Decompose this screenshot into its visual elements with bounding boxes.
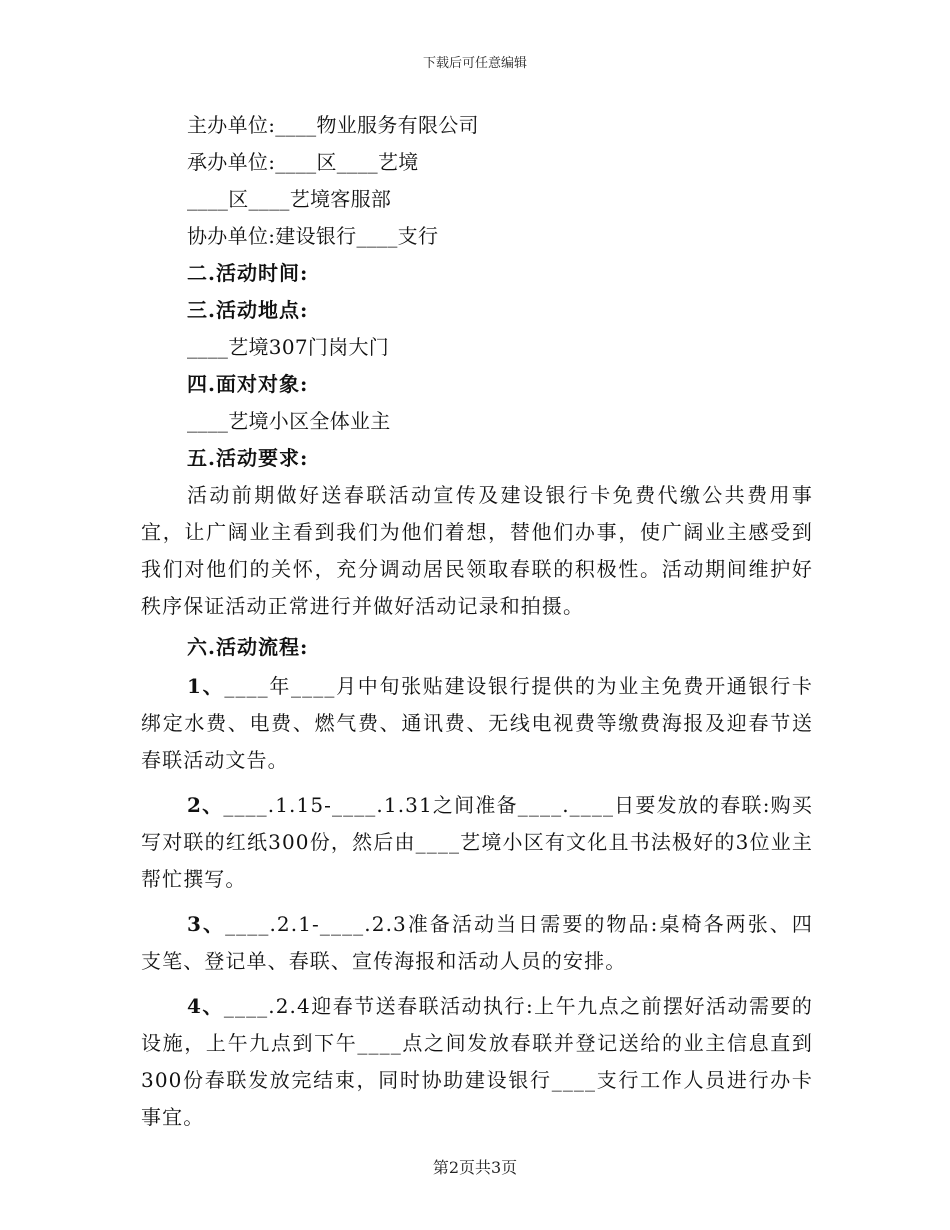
process-step [141,668,813,779]
undertaker-line: 承办单位:____区____艺境 [187,150,419,174]
section-heading-time: 二.活动时间: [187,261,309,285]
page-footer: 第2页共3页 [432,1158,518,1177]
service-dept-line: ____区____艺境客服部 [187,187,392,211]
step-number: 2、 [187,793,224,817]
section-heading-location: 三.活动地点: [187,298,309,322]
section-heading-process: 六.活动流程: [187,635,309,659]
audience-line: ____艺境小区全体业主 [187,409,391,433]
requirements-paragraph: 活动前期做好送春联活动宣传及建设银行卡免费代缴公共费用事宜，让广阔业主看到我们为他们着想，替他们办事，使广阔业主感受到我们对他们的关怀，充分调动居民领取春联的积极性。活动期间维护好秩序保证活动正常进行并做好活动记录和拍摄。 [141,483,813,618]
section-heading-audience: 四.面对对象: [187,372,309,396]
section-heading-requirements: 五.活动要求: [187,446,309,470]
step-text: ____.1.15-____.1.31之间准备____.____日要发放的春联:购买写对联的红纸300份，然后由____艺境小区有文化且书法极好的3位业主帮忙撰写。 [141,793,813,891]
step-number: 4、 [187,994,224,1018]
step-text: ____.2.1-____.2.3准备活动当日需要的物品:桌椅各两张、四支笔、登记单、春联、宣传海报和活动人员的安排。 [141,912,813,973]
process-step [141,988,813,1136]
process-step [141,787,813,898]
co-organizer-line: 协办单位:建设银行____支行 [187,224,439,248]
step-text: ____年____月中旬张贴建设银行提供的为业主免费开通银行卡绑定水费、电费、燃气费、通讯费、无线电视费等缴费海报及迎春节送春联活动文告。 [141,674,813,772]
organizer-line: 主办单位:____物业服务有限公司 [187,113,479,137]
location-line: ____艺境307门岗大门 [187,335,390,359]
step-text: ____.2.4迎春节送春联活动执行:上午九点之前摆好活动需要的设施，上午九点到下午____点之间发放春联并登记送给的业主信息直到300份春联发放完结束，同时协助建设银行____支行工作人员进行办卡事宜。 [141,994,813,1129]
page-header: 下载后可任意编辑 [422,56,527,71]
process-step [141,906,813,980]
step-number: 3、 [187,912,226,936]
step-number: 1、 [187,674,225,698]
document-body [141,107,813,1136]
